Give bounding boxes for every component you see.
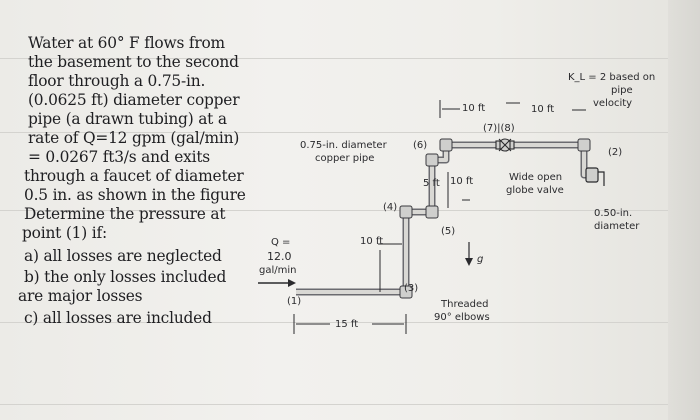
elbow-4	[400, 206, 412, 218]
problem-line: (0.0625 ft) diameter copper	[28, 91, 240, 109]
dimension-label: 15 ft	[335, 319, 359, 330]
point-label: (3)	[404, 283, 419, 294]
problem-line: through a faucet of diameter	[24, 167, 244, 185]
point-label: (6)	[413, 140, 428, 151]
flow-rate-label: Q =	[271, 237, 291, 248]
problem-line: pipe (a drawn tubing) at a	[28, 110, 227, 128]
problem-item-b-cont: are major losses	[18, 287, 143, 305]
problem-item-b: b) the only losses included	[24, 268, 227, 286]
gravity-label: g	[477, 254, 484, 265]
dimension-lines	[294, 100, 586, 334]
pipe-label: 0.75-in. diameter	[300, 140, 387, 151]
faucet-icon	[586, 168, 604, 186]
elbow-top-right	[578, 139, 590, 151]
pipe-run	[296, 145, 594, 292]
elbows-label: Threaded	[441, 299, 489, 310]
dimension-label: 10 ft	[462, 103, 486, 114]
dimension-label: 10 ft	[360, 236, 384, 247]
problem-line: the basement to the second	[28, 53, 239, 71]
pipe-label: copper pipe	[315, 153, 375, 164]
problem-line: = 0.0267 ft3/s and exits	[28, 148, 211, 166]
point-label: (2)	[608, 147, 623, 158]
dimension-label: 5 ft	[423, 178, 440, 189]
point-label: (5)	[441, 226, 456, 237]
problem-line: Water at 60° F flows from	[28, 34, 225, 52]
loss-coefficient-label: K_L = 2 based on	[568, 72, 656, 83]
dimension-label: 10 ft	[531, 104, 555, 115]
elbow-6b	[440, 139, 452, 151]
dimension-label: 10 ft	[450, 176, 474, 187]
exit-diameter-label: diameter	[594, 221, 640, 232]
elbows-label: 90° elbows	[434, 312, 490, 323]
globe-valve-icon	[496, 139, 514, 151]
flow-arrow-icon	[258, 279, 296, 287]
gravity-arrow-icon	[465, 242, 473, 266]
loss-coefficient-label: velocity	[593, 98, 633, 109]
flow-rate-value: 12.0	[267, 250, 292, 263]
problem-line: 0.5 in. as shown in the figure	[24, 186, 246, 204]
problem-line: floor through a 0.75-in.	[28, 72, 206, 90]
point-label: (7)|(8)	[483, 123, 515, 134]
loss-coefficient-label: pipe	[611, 85, 633, 96]
exit-diameter-label: 0.50-in.	[594, 208, 633, 219]
problem-item-c: c) all losses are included	[24, 309, 212, 327]
point-label: (4)	[383, 202, 398, 213]
elbow-6a	[426, 154, 438, 166]
pipe-run-inner	[296, 145, 594, 292]
problem-line: rate of Q=12 gpm (gal/min)	[28, 129, 240, 147]
problem-item-a: a) all losses are neglected	[24, 247, 222, 265]
point-label: (1)	[287, 296, 302, 307]
elbow-5	[426, 206, 438, 218]
problem-line: point (1) if:	[22, 224, 107, 242]
flow-rate-unit: gal/min	[259, 265, 297, 276]
valve-label: globe valve	[506, 185, 564, 196]
problem-line: Determine the pressure at	[24, 205, 226, 223]
valve-label: Wide open	[509, 172, 563, 183]
